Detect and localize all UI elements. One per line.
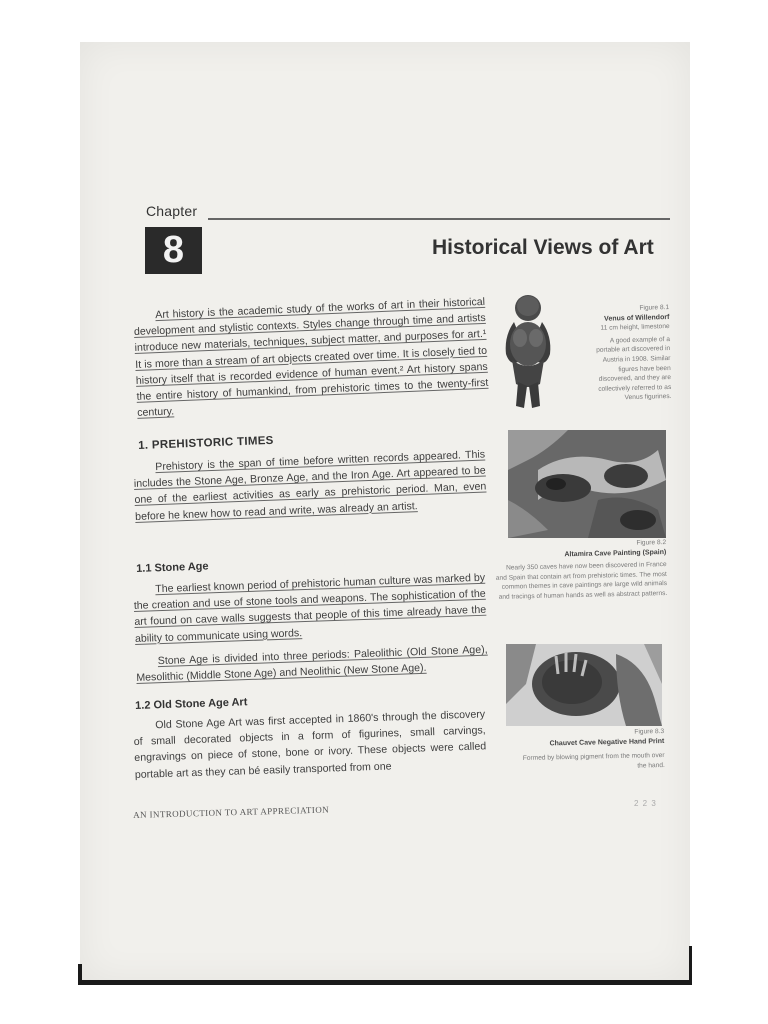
chapter-number: 8: [145, 227, 202, 274]
prehistoric-text: Prehistory is the span of time before written records appeared. This includes the Stone Age, Bronze Age, and the Iron Age. Art appeared to be one of the earliest activities as early as prehistoric period. Man, even before he knew how to read and write, was already an artist.: [133, 448, 487, 523]
stone-age-text-2: Stone Age is divided into three periods: Paleolithic (Old Stone Age), Mesolithic (Middle Stone Age) and Neolithic (New Stone Age).: [136, 643, 488, 684]
figure-number: Figure 8.1: [639, 303, 670, 312]
figure-title: Venus of Willendorf: [604, 313, 670, 323]
subsection-body-stone-age: [133, 570, 488, 686]
figure-title: Chauvet Cave Negative Hand Print: [549, 737, 665, 747]
scan-edge-bottom: [78, 980, 692, 985]
book-footer: AN INTRODUCTION TO ART APPRECIATION: [133, 804, 330, 820]
figure-subtitle: 11 cm height, limestone: [600, 323, 670, 332]
subsection-heading-old-stone-age: 1.2 Old Stone Age Art: [135, 696, 248, 712]
figure-title: Altamira Cave Painting (Spain): [564, 548, 667, 558]
section-body-prehistoric: [133, 446, 487, 524]
stone-age-text-1: The earliest known period of prehistoric human culture was marked by the creation and use of stone tools and weapons. The sophistication of the art found on cave walls suggests that people of this time already have the ability to communicate using words.: [133, 571, 487, 645]
page-number: 2 2 3: [634, 799, 657, 808]
subsection-heading-stone-age: 1.1 Stone Age: [136, 560, 209, 575]
chapter-rule: [208, 218, 670, 220]
intro-paragraph: [133, 294, 489, 421]
figure-description: A good example of a portable art discovered in Austria in 1908. Similar figures have been discovered, and they are collectively referred to as Venus figurines.: [596, 335, 672, 402]
section-heading-prehistoric: 1. PREHISTORIC TIMES: [138, 434, 274, 452]
figure-caption-altamira: [494, 538, 667, 602]
scan-edge-right: [689, 946, 692, 984]
old-stone-age-text: Old Stone Age Art was first accepted in 1860's through the discovery of small decorated objects in a form of figurines, small carvings, engravings on piece of stone, bone or ivory. These objects were called portable art as they can bé easily transported from one: [133, 708, 487, 781]
figure-caption-chauvet: [492, 727, 665, 774]
figure-number: Figure 8.3: [634, 727, 665, 736]
chauvet-hand-print-image: [506, 644, 662, 726]
figure-description: Nearly 350 caves have now been discovered in France and Spain that contain art from prehistoric times. The most common themes in cave paintings are large wild animals and tracings of human hands as well as abstract patterns.: [495, 561, 668, 601]
intro-text: Art history is the academic study of the works of art in their historical development and stylistic contexts. Styles change through time and artists introduce new materials, techniques, subject matter, and purposes for art.¹ It is more than a stream of art objects created over time. It is closely tied to history itself that is recorded evidence of human event.² Art history spans the entire history of humankind, from prehistoric times to the twenty-first century.: [133, 295, 489, 420]
subsection-body-old-stone-age: [133, 706, 487, 782]
chapter-label: Chapter: [146, 203, 198, 219]
altamira-cave-painting-image: [508, 430, 666, 538]
figure-caption-venus: [497, 303, 672, 406]
figure-number: Figure 8.2: [636, 538, 667, 547]
figure-description: Formed by blowing pigment from the mouth over the hand.: [522, 752, 665, 770]
chapter-title: Historical Views of Art: [432, 236, 654, 259]
